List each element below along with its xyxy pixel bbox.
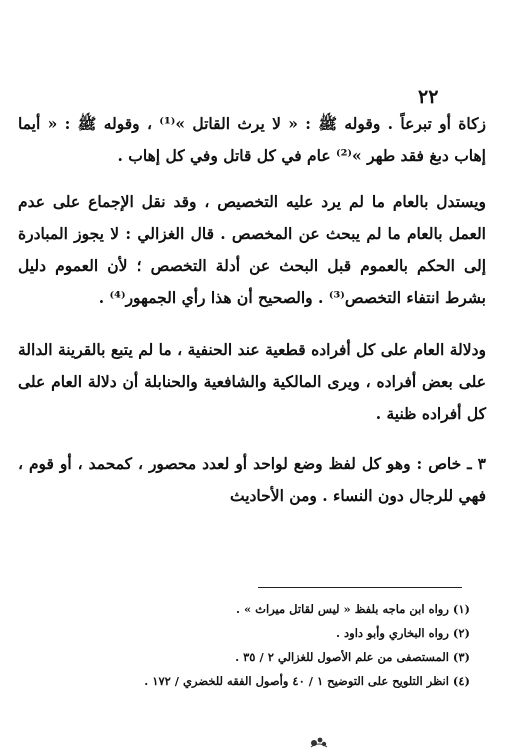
footnote-2: (٢) رواه البخاري وأبو داود . [336,626,470,640]
footnote-4: (٤) انظر التلويح على التوضيح ١ / ٤٠ وأصول الفقه للخضري / ١٧٢ . [144,674,470,688]
main-text [18,108,486,512]
page-number: ٢٢ [418,86,439,108]
paragraph-1: زكاة أو تبرعاً . وقوله ﷺ : « لا يرث القاتل »⁽¹⁾ ، وقوله ﷺ : « أيما إهاب دبغ فقد طهر »⁽²⁾ عام في كل قاتل وفي كل إهاب . [18,114,486,165]
footnotes [40,597,470,693]
footnote-3: (٣) المستصفى من علم الأصول للغزالي ٢ / ٣٥ . [235,650,470,664]
printer-ornament-icon [308,735,330,749]
paragraph-3: ودلالة العام على كل أفراده قطعية عند الحنفية ، ما لم يتبع بالقرينة الدالة على بعض أفراده ، ويرى المالكية والشافعية والحنابلة أن دلالة العام على كل أفراده ظنية . [18,340,486,423]
footnote-divider [258,587,462,588]
paragraph-4: ٣ ـ خاص : وهو كل لفظ وضع لواحد أو لعدد محصور ، كمحمد ، أو قوم ، فهي للرجال دون النساء . ومن الأحاديث [18,454,486,505]
paragraph-2: ويستدل بالعام ما لم يرد عليه التخصيص ، وقد نقل الإجماع على عدم العمل بالعام ما لم يبحث عن المخصص . قال الغزالي : لا يجوز المبادرة إلى الحكم بالعموم قبل البحث عن أدلة التخصص ؛ لأن العموم دليل بشرط انتفاء التخصص⁽³⁾ . والصحيح أن هذا رأي الجمهور⁽⁴⁾ . [18,192,486,307]
footnote-1: (١) رواه ابن ماجه بلفظ « ليس لقاتل ميراث » . [235,602,470,616]
